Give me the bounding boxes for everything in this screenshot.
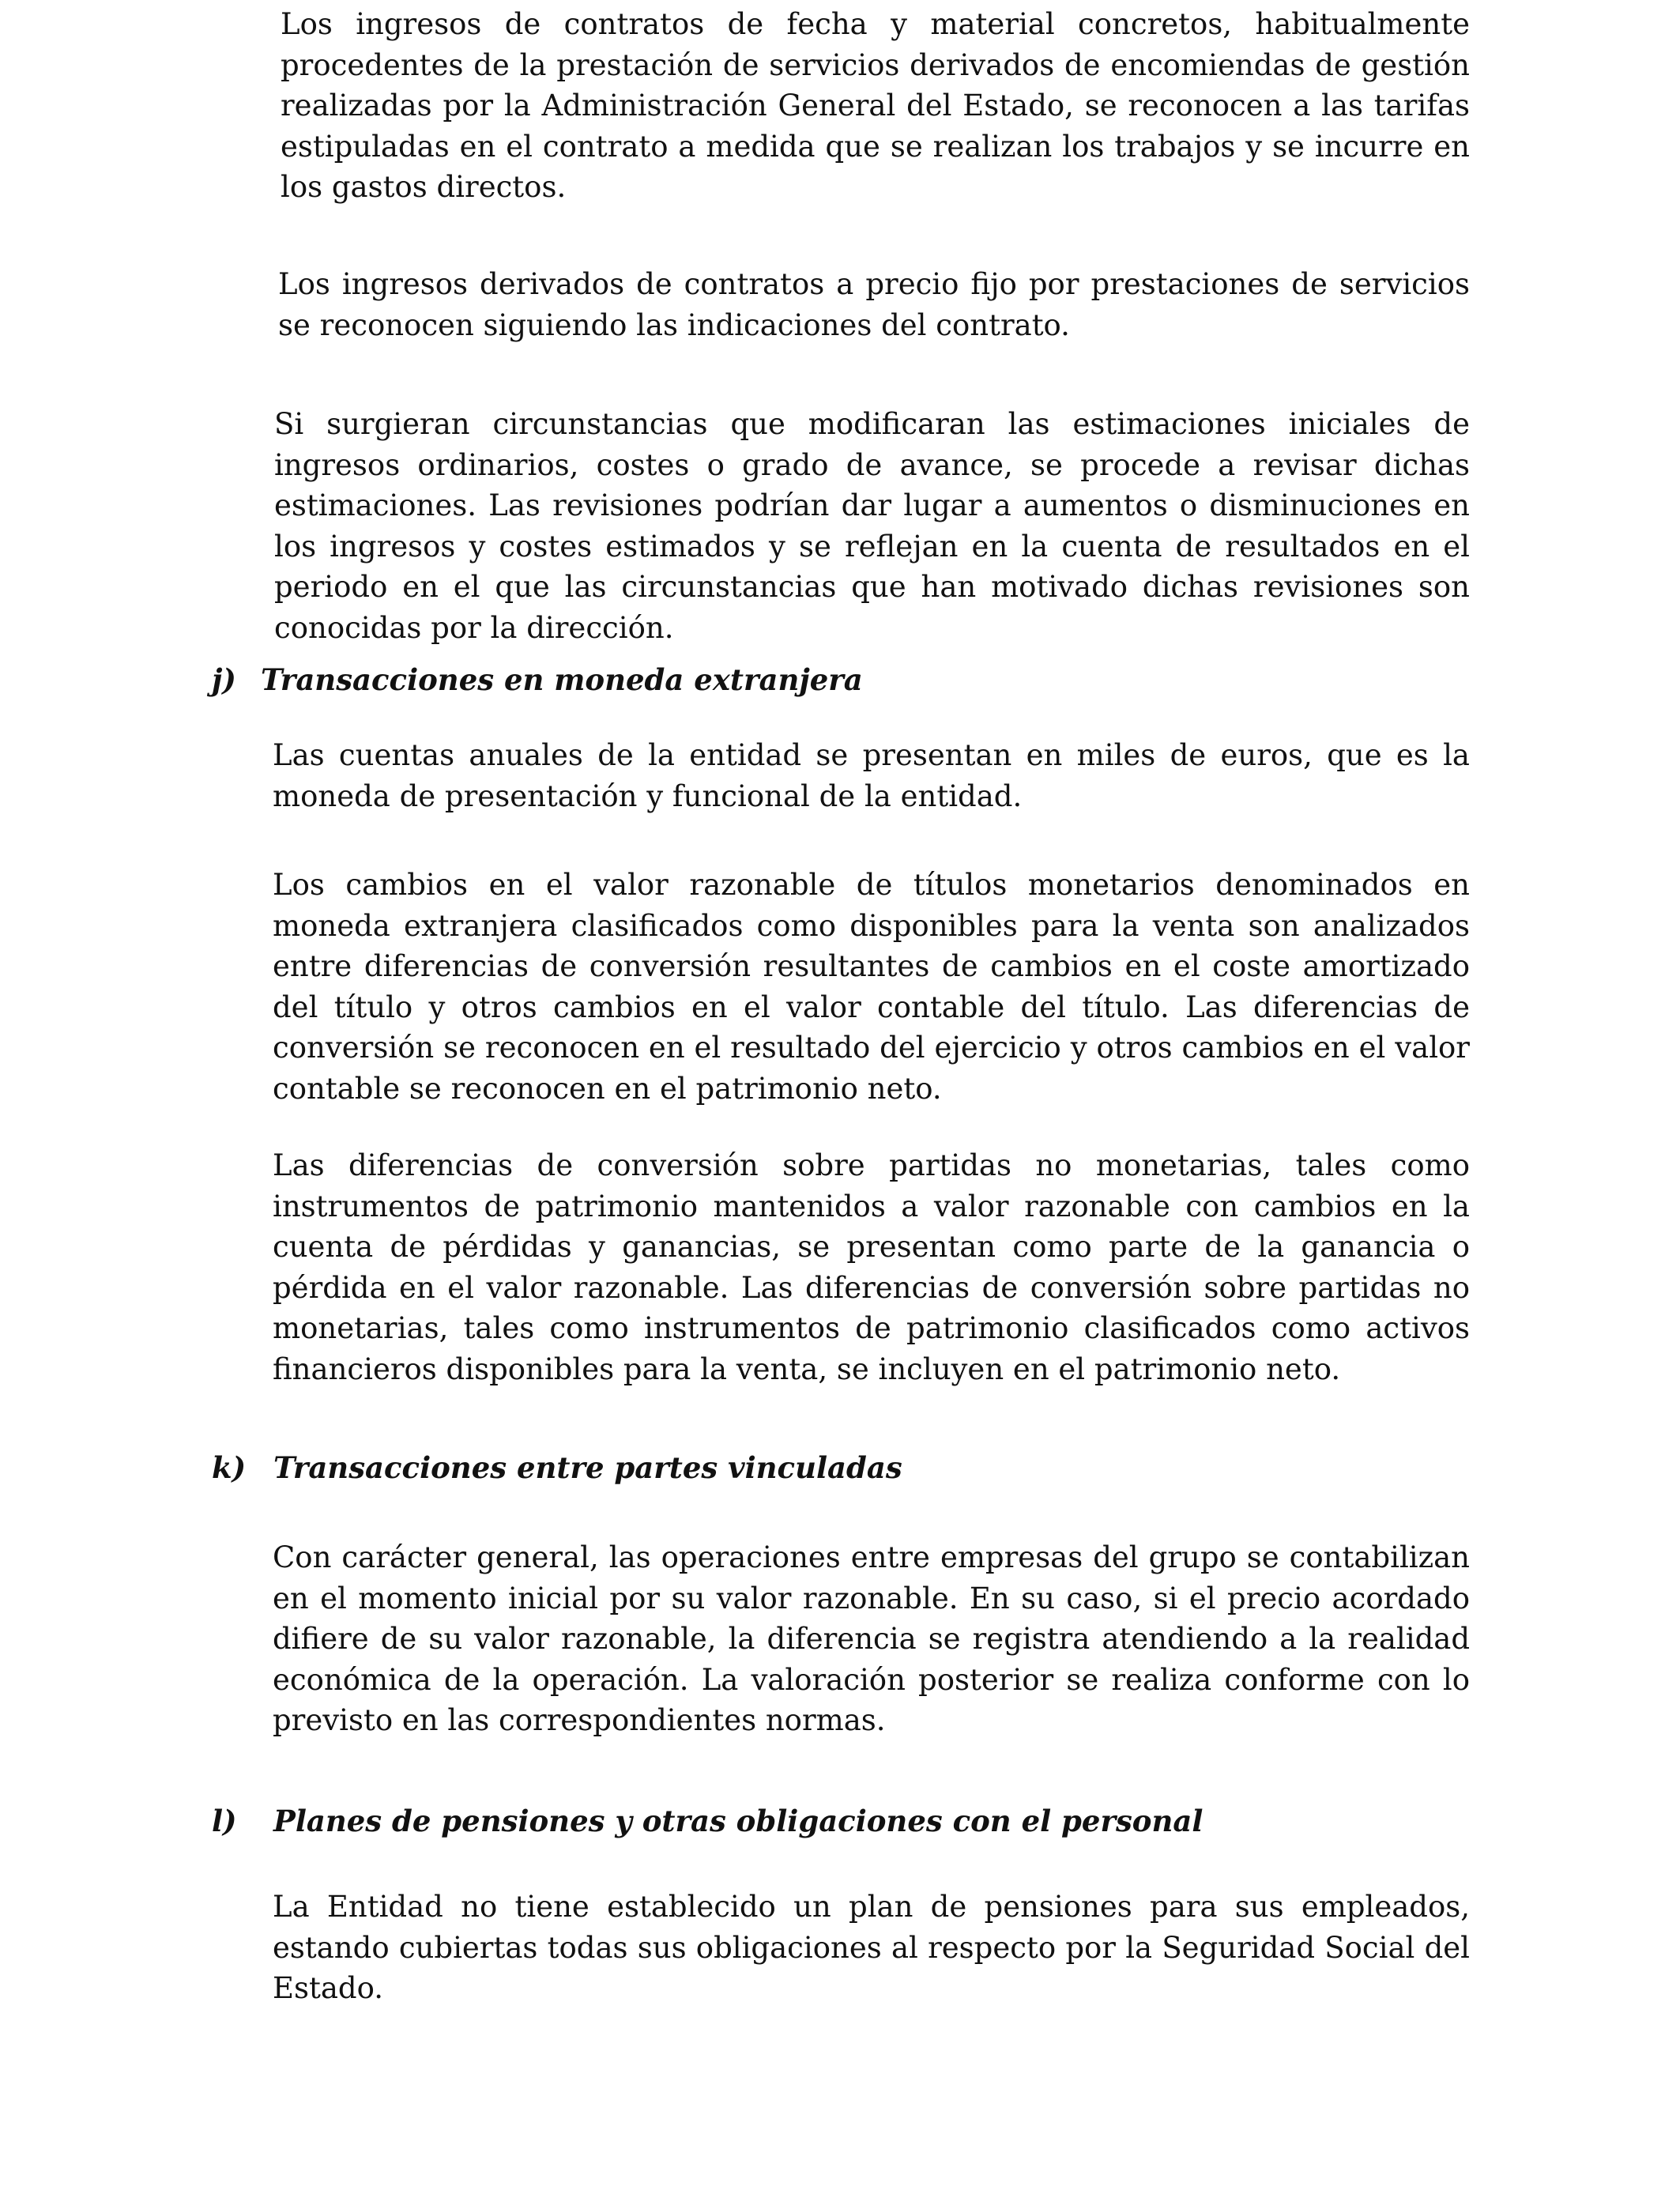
paragraph-monetary-securities: Los cambios en el valor razonable de títulos monetarios denominados en moneda extranjera clasificados como disponibles para la venta son analizados entre diferencias de conversión resultantes de cambios en el coste amortizado del título y otros cambios en el valor contable del título. Las diferencias de conversión se reconocen en el resultado del ejercicio y otros cambios en el valor contable se reconocen en el patrimonio neto. bbox=[273, 868, 1470, 1106]
paragraph-non-monetary-items: Las diferencias de conversión sobre partidas no monetarias, tales como instrumentos de patrimonio mantenidos a valor razonable con cambios en la cuenta de pérdidas y ganancias, se presentan como parte de la ganancia o pérdida en el valor razonable. Las diferencias de conversión sobre partidas no monetarias, tales como instrumentos de patrimonio clasificados como activos financieros disponibles para la venta, se incluyen en el patrimonio neto. bbox=[273, 1148, 1470, 1386]
section-title: Transacciones entre partes vinculadas bbox=[273, 1450, 902, 1485]
paragraph-presentation-currency: Las cuentas anuales de la entidad se presentan en miles de euros, que es la moneda de presentación y funcional de la entidad. bbox=[273, 738, 1470, 813]
paragraph-revenue-fixed-price-contracts: Los ingresos derivados de contratos a precio fijo por prestaciones de servicios se reconocen siguiendo las indicaciones del contrato. bbox=[278, 267, 1470, 342]
section-heading-pensions bbox=[212, 1801, 1203, 1842]
section-title: Transacciones en moneda extranjera bbox=[261, 662, 863, 697]
section-letter: k) bbox=[212, 1450, 247, 1485]
section-title: Planes de pensiones y otras obligaciones con el personal bbox=[273, 1804, 1203, 1838]
paragraph-revenue-fixed-date-contracts: Los ingresos de contratos de fecha y material concretos, habitualmente procedentes de la prestación de servicios derivados de encomiendas de gestión realizadas por la Administración General del Estado, se reconocen a las tarifas estipuladas en el contrato a medida que se realizan los trabajos y se incurre en los gastos directos. bbox=[281, 7, 1470, 204]
section-letter: l) bbox=[212, 1804, 237, 1838]
section-letter: j) bbox=[212, 662, 236, 697]
paragraph-group-operations: Con carácter general, las operaciones entre empresas del grupo se contabilizan en el momento inicial por su valor razonable. En su caso, si el precio acordado difiere de su valor razonable, la diferencia se registra atendiendo a la realidad económica de la operación. La valoración posterior se realiza conforme con lo previsto en las correspondientes normas. bbox=[273, 1540, 1470, 1737]
paragraph-estimate-revisions: Si surgieran circunstancias que modificaran las estimaciones iniciales de ingresos ordinarios, costes o grado de avance, se procede a revisar dichas estimaciones. Las revisiones podrían dar lugar a aumentos o disminuciones en los ingresos y costes estimados y se reflejan en la cuenta de resultados en el periodo en el que las circunstancias que han motivado dichas revisiones son conocidas por la dirección. bbox=[274, 407, 1470, 645]
section-heading-foreign-currency bbox=[212, 660, 863, 701]
paragraph-pension-plan: La Entidad no tiene establecido un plan de pensiones para sus empleados, estando cubiertas todas sus obligaciones al respecto por la Seguridad Social del Estado. bbox=[273, 1890, 1470, 2005]
section-heading-related-parties bbox=[212, 1448, 902, 1489]
